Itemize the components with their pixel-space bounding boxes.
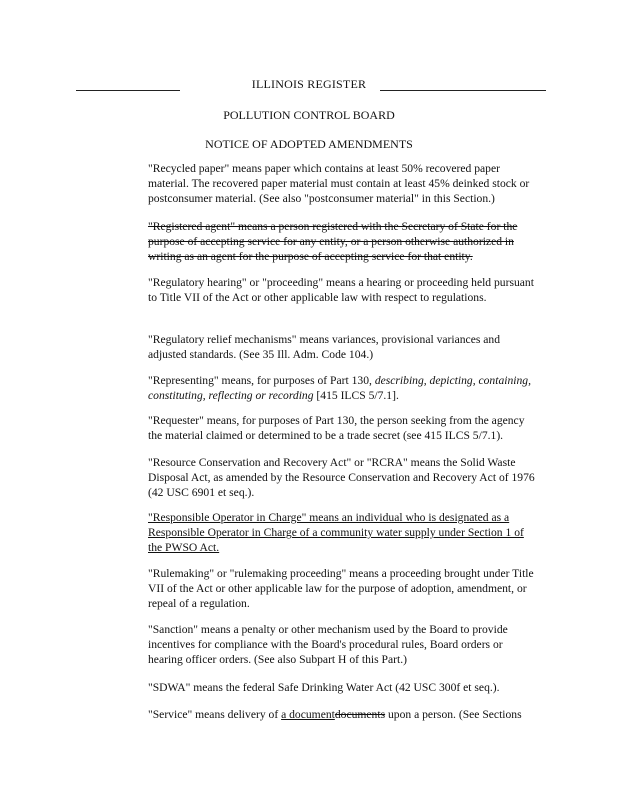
board-title: POLLUTION CONTROL BOARD xyxy=(223,108,395,122)
paragraph-rcra: "Resource Conservation and Recovery Act" or "RCRA" means the Solid Waste Disposal Act, as amended by the Resource Conservation and Recovery Act of 1976 (42 USC 6901 et seq.). xyxy=(148,456,535,500)
paragraph-regulatory-relief: "Regulatory relief mechanisms" means variances, provisional variances and adjusted standards. (See 35 Ill. Adm. Code 104.) xyxy=(148,333,501,362)
register-title: ILLINOIS REGISTER xyxy=(251,77,367,91)
paragraph-registered-agent: "Registered agent" means a person registered with the Secretary of State for the purpose of accepting service for any entity, or a person otherwise authorized in writing as an agent for the purpose of accepting service for that entity. xyxy=(148,220,518,264)
service-tail: upon a person. (See Sections xyxy=(385,708,522,721)
paragraph-rulemaking: "Rulemaking" or "rulemaking proceeding" means a proceeding brought under Title VII of the Act or other applicable law for the purpose of adoption, amendment, or repeal of a regulation. xyxy=(148,567,534,611)
service-inserted: a document xyxy=(281,708,335,721)
representing-tail: [415 ILCS 5/7.1]. xyxy=(313,389,399,403)
representing-lead: "Representing" means, for purposes of Part 130, xyxy=(148,374,375,387)
service-lead: "Service" means delivery of xyxy=(148,708,282,721)
paragraph-sanction: "Sanction" means a penalty or other mechanism used by the Board to provide incentives for compliance with the Board's procedural rules, Board orders or hearing officer orders. (See also Subpart H of this Part.) xyxy=(148,623,508,667)
paragraph-sdwa: "SDWA" means the federal Safe Drinking Water Act (42 USC 300f et seq.). xyxy=(148,681,500,694)
notice-title: NOTICE OF ADOPTED AMENDMENTS xyxy=(205,137,413,151)
representing-italic: describing, depicting, containing, constituting, reflecting or recording xyxy=(148,374,531,403)
paragraph-representing xyxy=(148,373,540,403)
paragraph-regulatory-hearing: "Regulatory hearing" or "proceeding" means a hearing or proceeding held pursuant to Title VII of the Act or other applicable law with respect to regulations. xyxy=(148,276,534,305)
paragraph-recycled-paper: "Recycled paper" means paper which contains at least 50% recovered paper material. The recovered paper material must contain at least 45% deinked stock or postconsumer material. (See also "postconsumer material" in this Section.) xyxy=(148,162,530,206)
paragraph-service xyxy=(148,707,540,722)
paragraph-requester: "Requester" means, for purposes of Part 130, the person seeking from the agency the material claimed or determined to be a trade secret (see 415 ILCS 5/7.1). xyxy=(148,414,525,443)
paragraph-responsible-operator: "Responsible Operator in Charge" means an individual who is designated as a Responsible Operator in Charge of a community water supply under Section 1 of the PWSO Act. xyxy=(148,511,524,555)
service-deleted: documents xyxy=(334,708,386,721)
